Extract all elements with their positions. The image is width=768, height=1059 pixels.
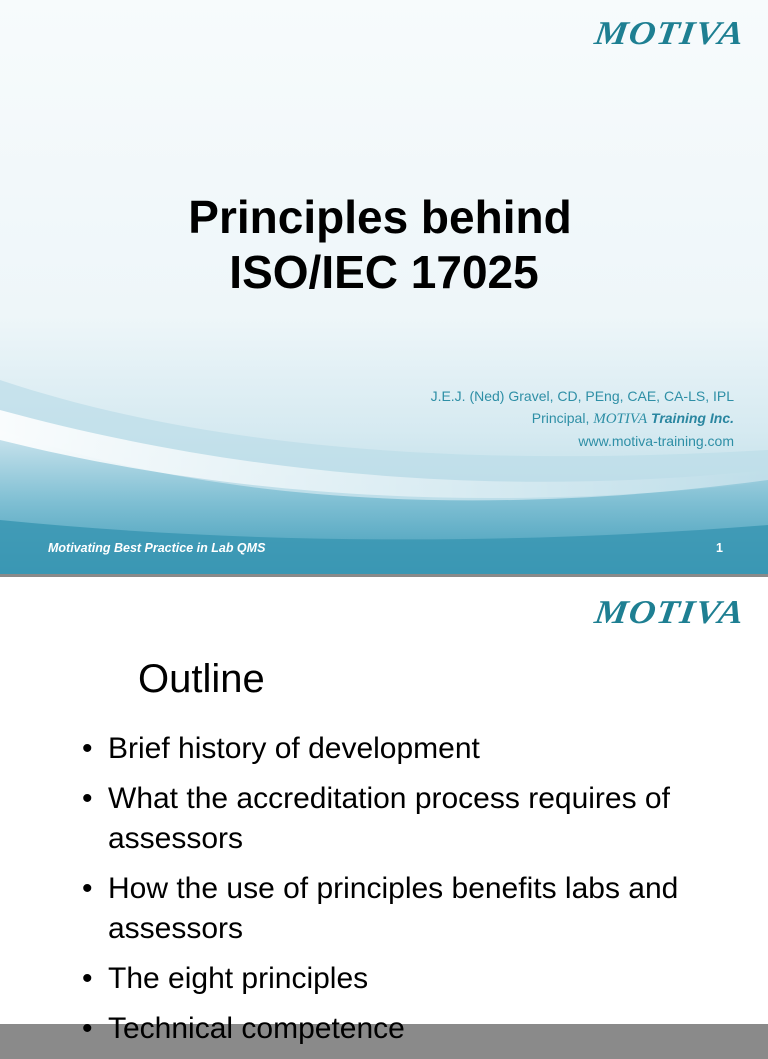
list-item <box>82 959 732 999</box>
author-credentials: J.E.J. (Ned) Gravel, CD, PEng, CAE, CA-LS, IPL <box>430 388 734 404</box>
author-role <box>431 407 734 430</box>
list-item <box>82 779 732 859</box>
slide-title: Outline <box>138 657 265 701</box>
slide-title <box>0 190 768 300</box>
footer-tagline: Motivating Best Practice in Lab QMS <box>48 541 266 555</box>
byline <box>431 385 734 452</box>
bullet-icon: • <box>82 872 93 905</box>
bullet-text: The eight principles <box>108 962 369 995</box>
bullet-text: Technical competence <box>108 1012 405 1045</box>
slide-number: 1 <box>716 541 723 555</box>
motiva-logo: MOTIVA <box>592 594 747 631</box>
motiva-logo: MOTIVA <box>592 15 747 52</box>
bullet-text: What the accreditation process requires of assessors <box>108 782 670 855</box>
motiva-inline-logo: MOTIVA <box>593 411 648 427</box>
list-item <box>82 729 732 769</box>
bullet-icon: • <box>82 782 93 815</box>
bullet-text: Brief history of development <box>108 732 480 765</box>
website-link[interactable]: www.motiva-training.com <box>578 433 734 449</box>
bullet-icon: • <box>82 1012 93 1045</box>
title-line-2: ISO/IEC 17025 <box>229 246 539 298</box>
list-item <box>82 869 732 949</box>
role-prefix: Principal, <box>531 410 594 426</box>
list-item <box>82 1009 732 1049</box>
bullet-list <box>82 729 732 1059</box>
bullet-text: How the use of principles benefits labs and assessors <box>108 872 679 945</box>
bullet-icon: • <box>82 962 93 995</box>
title-line-1: Principles behind <box>188 191 572 243</box>
bullet-icon: • <box>82 732 93 765</box>
company-suffix: Training Inc. <box>647 410 734 426</box>
outline-slide <box>0 577 768 1045</box>
